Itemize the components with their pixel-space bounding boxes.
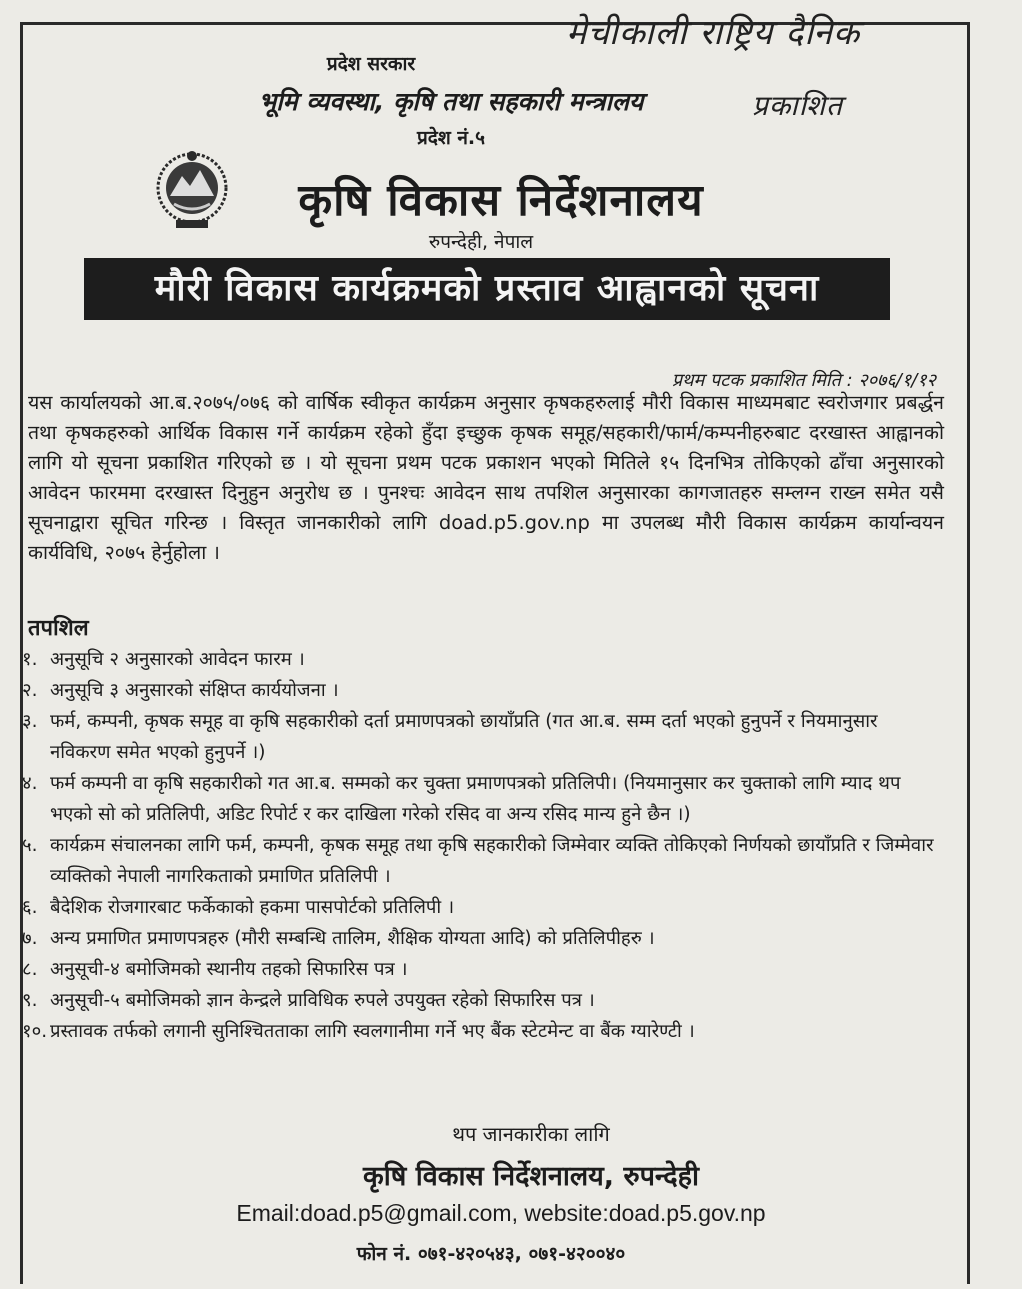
item-text: अनुसूची-४ बमोजिमको स्थानीय तहको सिफारिस पत्र । bbox=[50, 959, 408, 980]
item-number: ८. bbox=[22, 959, 38, 980]
item-number: २. bbox=[22, 680, 38, 701]
phone-line: फोन नं. ०७१-४२०५४३, ०७१-४२००४० bbox=[356, 1243, 626, 1265]
schedule-heading: तपशिल bbox=[28, 616, 89, 641]
item-text: अनुसूचि ३ अनुसारको संक्षिप्त कार्ययोजना । bbox=[50, 680, 339, 701]
handwritten-newspaper-name: मेचीकाली राष्ट्रिय दैनिक bbox=[566, 13, 861, 53]
notice-title-banner: मौरी विकास कार्यक्रमको प्रस्ताव आह्वानको सूचना bbox=[84, 258, 890, 320]
list-item bbox=[22, 923, 940, 954]
item-text: फर्म, कम्पनी, कृषक समूह वा कृषि सहकारीको दर्ता प्रमाणपत्रको छायाँप्रति (गत आ.ब. सम्म दर्ता भएको हुनुपर्ने र नियमानुसार नविकरण समेत भएको हुनुपर्ने ।) bbox=[50, 711, 878, 763]
list-item bbox=[22, 954, 940, 985]
notice-body: यस कार्यालयको आ.ब.२०७५/०७६ को वार्षिक स्वीकृत कार्यक्रम अनुसार कृषकहरुलाई मौरी विकास माध्यमबाट स्वरोजगार प्रबर्द्धन तथा कृषकहरुको आर्थिक विकास गर्ने कार्यक्रम रहेको हुँदा इच्छुक कृषक समूह/सहकारी/फार्म/कम्पनीहरुबाट दरखास्त आह्वानको लागि यो सूचना प्रकाशित गरिएको छ । यो सूचना प्रथम पटक प्रकाशन भएको मितिले १५ दिनभित्र तोकिएको ढाँचा अनुसारको आवेदन फारममा दरखास्त दिनुहुन अनुरोध छ । पुनश्चः आवेदन साथ तपशिल अनुसारका कागजातहरु सम्लग्न राख्न समेत यसै सूचनाद्वारा सूचित गरिन्छ । विस्तृत जानकारीको लागि doad.p5.gov.np मा उपलब्ध मौरी विकास कार्यक्रम कार्यान्वयन कार्यविधि, २०७५ हेर्नुहोला । bbox=[28, 391, 944, 564]
item-number: १०. bbox=[22, 1021, 48, 1042]
list-item bbox=[22, 768, 940, 830]
footer-office-name: कृषि विकास निर्देशनालय, रुपन्देही bbox=[363, 1161, 699, 1192]
location-label: रुपन्देही, नेपाल bbox=[428, 231, 534, 253]
list-item bbox=[22, 706, 940, 768]
item-text: अन्य प्रमाणित प्रमाणपत्रहरु (मौरी सम्बन्धि तालिम, शैक्षिक योग्यता आदि) को प्रतिलिपीहरु । bbox=[50, 928, 655, 949]
publication-date: प्रथम पटक प्रकाशित मिति : २०७६/१/१२ bbox=[671, 370, 936, 391]
item-text: अनुसूचि २ अनुसारको आवेदन फारम । bbox=[50, 649, 305, 670]
item-number: ५. bbox=[22, 835, 38, 856]
item-text: फर्म कम्पनी वा कृषि सहकारीको गत आ.ब. सम्मको कर चुक्ता प्रमाणपत्रको प्रतिलिपी। (नियमानुसार कर चुक्ताको लागि म्याद थप भएको सो को प्रतिलिपी, अडिट रिपोर्ट र कर दाखिला गरेको रसिद वा अन्य रसिद मान्य हुने छैन ।) bbox=[50, 773, 901, 825]
government-label: प्रदेश सरकार bbox=[326, 53, 416, 75]
item-number: ७. bbox=[22, 928, 38, 949]
item-number: ३. bbox=[22, 711, 38, 732]
handwritten-published-note: प्रकाशित bbox=[752, 89, 843, 122]
item-number: ४. bbox=[22, 773, 38, 794]
directorate-name: कृषि विकास निर्देशनालय bbox=[298, 175, 704, 226]
list-item bbox=[22, 830, 940, 892]
list-item bbox=[22, 985, 940, 1016]
schedule-list bbox=[22, 644, 940, 1047]
item-text: बैदेशिक रोजगारबाट फर्केकाको हकमा पासपोर्टको प्रतिलिपी । bbox=[50, 897, 455, 918]
contact-line: Email:doad.p5@gmail.com, website:doad.p5.gov.np bbox=[236, 1200, 766, 1226]
list-item bbox=[22, 892, 940, 923]
item-text: अनुसूची-५ बमोजिमको ज्ञान केन्द्रले प्राविधिक रुपले उपयुक्त रहेको सिफारिस पत्र । bbox=[50, 990, 595, 1011]
list-item bbox=[22, 644, 940, 675]
more-info-label: थप जानकारीका लागि bbox=[452, 1122, 610, 1146]
item-number: ६. bbox=[22, 897, 38, 918]
ministry-name: भूमि व्यवस्था, कृषि तथा सहकारी मन्त्रालय bbox=[258, 87, 644, 116]
item-text: कार्यक्रम संचालनका लागि फर्म, कम्पनी, कृषक समूह तथा कृषि सहकारीको जिम्मेवार व्यक्ति तोकिएको निर्णयको छायाँप्रति र जिम्मेवार व्यक्तिको नेपाली नागरिकताको प्रमाणित प्रतिलिपी । bbox=[50, 835, 934, 887]
list-item bbox=[22, 1016, 940, 1047]
item-text: प्रस्तावक तर्फको लगानी सुनिश्चितताका लागि स्वलगानीमा गर्ने भए बैंक स्टेटमेन्ट वा बैंक ग्यारेण्टी । bbox=[50, 1021, 695, 1042]
province-label: प्रदेश नं.५ bbox=[416, 127, 486, 149]
item-number: ९. bbox=[22, 990, 38, 1011]
item-number: १. bbox=[22, 649, 38, 670]
list-item bbox=[22, 675, 940, 706]
